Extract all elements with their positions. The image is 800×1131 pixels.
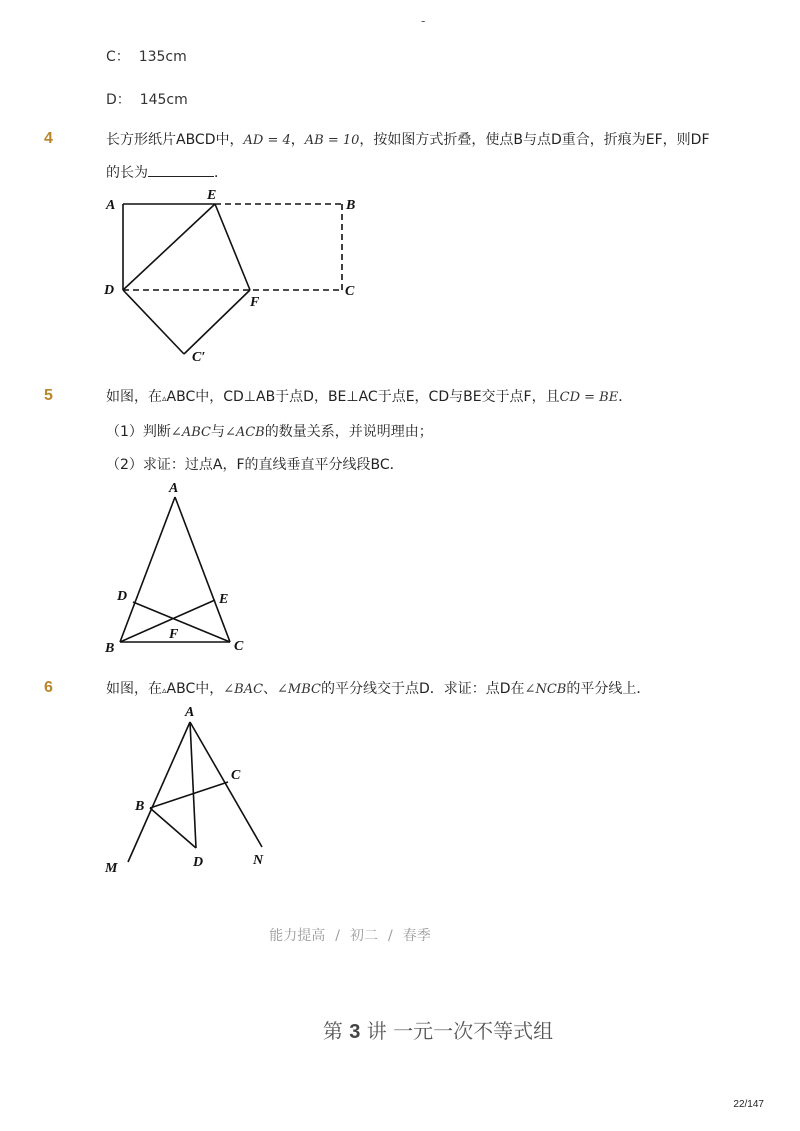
triangle-symbol: ▵ bbox=[162, 394, 167, 404]
q5-text-a: 如图，在 bbox=[106, 389, 162, 405]
page-number: 22/147 bbox=[733, 1099, 764, 1110]
q6-bisector-bd bbox=[150, 808, 196, 848]
q4-label-c: C bbox=[345, 284, 355, 299]
q4-math-ad: AD = 4 bbox=[243, 133, 291, 148]
q4-text-a: 长方形纸片ABCD中， bbox=[106, 132, 244, 148]
breadcrumb-separator: / bbox=[335, 928, 340, 944]
q6-math-mbc: ∠MBC bbox=[277, 682, 321, 697]
q5-segment-cd bbox=[133, 602, 230, 642]
triangle-symbol: ▵ bbox=[162, 686, 167, 696]
q5-sub1-b: 与 bbox=[210, 424, 225, 440]
q4-fold-ef bbox=[215, 204, 250, 290]
q5-sub1-a: （1）判断 bbox=[106, 424, 171, 440]
q4-text-b: ，按如图方式折叠，使点B与点D重合，折痕为EF，则DF bbox=[359, 132, 710, 148]
q4-label-a: A bbox=[106, 198, 116, 213]
chapter-number: 3 bbox=[349, 1021, 361, 1043]
q6-text-a: 如图，在 bbox=[106, 681, 162, 697]
q4-edge-c-prime-f bbox=[184, 290, 250, 354]
q5-math-acb: ∠ACB bbox=[224, 425, 265, 440]
q5-text-c: ． bbox=[618, 389, 633, 405]
breadcrumb-grade: 初二 bbox=[350, 928, 378, 944]
q4-figure bbox=[123, 204, 342, 354]
q6-math-ncb: ∠NCB bbox=[524, 682, 567, 697]
q4-label-b: B bbox=[346, 198, 356, 213]
header-mark: - bbox=[421, 14, 426, 28]
q6-text-d: 的平分线交于点D．求证：点D在 bbox=[320, 681, 525, 697]
q6-ray-an bbox=[190, 722, 262, 847]
q4-label-e: E bbox=[207, 188, 217, 203]
option-c-label: C： bbox=[106, 49, 130, 65]
q6-bisector-ad bbox=[190, 722, 196, 848]
breadcrumb-separator: / bbox=[388, 928, 393, 944]
course-breadcrumb bbox=[0, 925, 700, 945]
q6-text-c: 、 bbox=[263, 681, 278, 697]
chapter-prefix: 第 bbox=[322, 1019, 343, 1043]
q5-label-f: F bbox=[169, 627, 179, 642]
q6-math-bac: ∠BAC bbox=[223, 682, 264, 697]
q4-text-c: 的长为 bbox=[106, 165, 148, 181]
q6-text-b: ABC中， bbox=[166, 681, 224, 697]
q6-ray-am bbox=[128, 722, 190, 862]
breadcrumb-level: 能力提高 bbox=[269, 928, 326, 944]
q5-math-cd-be: CD = BE bbox=[559, 390, 619, 405]
q5-label-a: A bbox=[169, 481, 179, 496]
q4-fold-de bbox=[123, 204, 215, 290]
q5-label-d: D bbox=[117, 589, 128, 604]
option-d-value: 145cm bbox=[139, 92, 188, 108]
q5-math-abc: ∠ABC bbox=[170, 425, 211, 440]
question-4-number: 4 bbox=[44, 130, 53, 147]
q4-label-f: F bbox=[250, 295, 260, 310]
chapter-name: 讲 一元一次不等式组 bbox=[366, 1019, 554, 1043]
question-5-number: 5 bbox=[44, 387, 53, 404]
option-d-label: D： bbox=[106, 92, 131, 108]
q6-label-a: A bbox=[185, 705, 195, 720]
question-5-part-2: （2）求证：过点A，F的直线垂直平分线段BC． bbox=[106, 457, 404, 473]
q5-figure bbox=[120, 497, 230, 642]
q6-label-c: C bbox=[231, 768, 241, 783]
question-5-line-1 bbox=[106, 387, 632, 409]
option-c-value: 135cm bbox=[138, 49, 187, 65]
chapter-title bbox=[0, 1015, 800, 1044]
q5-sub1-c: 的数量关系，并说明理由； bbox=[264, 424, 433, 440]
q6-figure bbox=[128, 722, 262, 862]
q6-label-b: B bbox=[135, 799, 145, 814]
q5-label-b: B bbox=[105, 641, 115, 656]
q5-side-ab bbox=[120, 497, 175, 642]
q6-text-e: 的平分线上． bbox=[566, 681, 651, 697]
q5-text-b: ABC中，CD⊥AB于点D，BE⊥AC于点E，CD与BE交于点F，且 bbox=[166, 389, 560, 405]
breadcrumb-term: 春季 bbox=[402, 928, 431, 944]
q5-side-ac bbox=[175, 497, 230, 642]
q4-text-d: ． bbox=[214, 165, 228, 181]
question-5-part-1 bbox=[106, 422, 433, 443]
q4-math-ab: AB = 10 bbox=[304, 133, 360, 148]
q4-label-c-prime: C′ bbox=[192, 350, 206, 365]
q4-sep: ， bbox=[290, 132, 305, 148]
q5-label-c: C bbox=[234, 639, 244, 654]
q5-label-e: E bbox=[219, 592, 229, 607]
q6-label-n: N bbox=[253, 853, 264, 868]
q6-label-m: M bbox=[105, 861, 118, 876]
question-6-line-1 bbox=[106, 679, 650, 701]
q4-edge-dc-prime bbox=[123, 290, 184, 354]
q4-label-d: D bbox=[104, 283, 115, 298]
q6-label-d: D bbox=[193, 855, 204, 870]
question-6-number: 6 bbox=[44, 679, 53, 696]
